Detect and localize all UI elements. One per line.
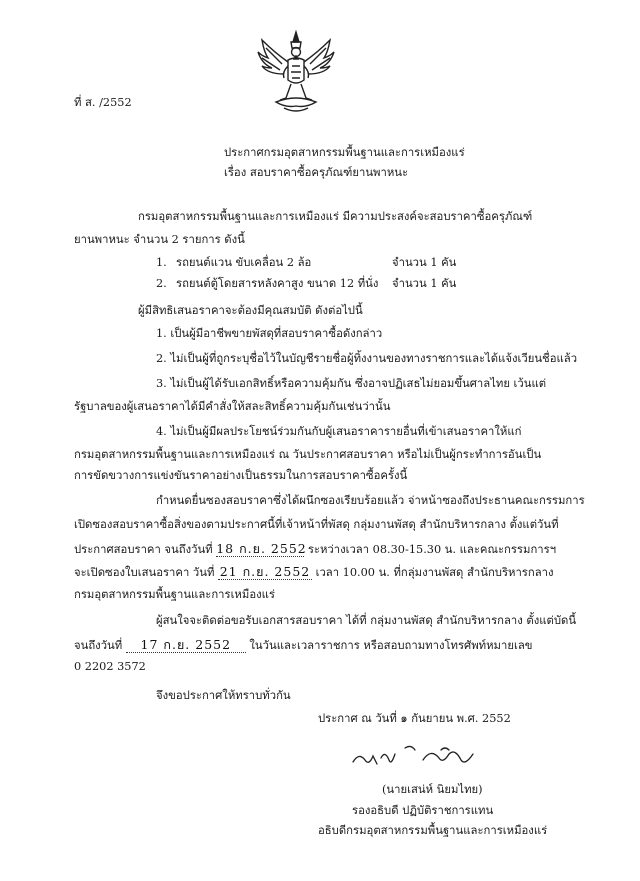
item-1-quantity: จำนวน 1 คัน bbox=[392, 256, 457, 269]
announcement-subject: เรื่อง สอบราคาซื้อครุภัณฑ์ยานพาหนะ bbox=[224, 166, 409, 179]
item-1-number: 1. bbox=[156, 256, 167, 269]
closing-notice: จึงขอประกาศให้ทราบทั่วกัน bbox=[156, 689, 291, 702]
contact-phone: 0 2202 3572 bbox=[74, 660, 146, 673]
schedule-line-4 bbox=[74, 565, 554, 580]
schedule-line-4-prefix: จะเปิดซองใบเสนอราคา วันที่ bbox=[74, 566, 215, 579]
intro-line-1: กรมอุตสาหกรรมพื้นฐานและการเหมืองแร่ มีความประสงค์จะสอบราคาซื้อครุภัณฑ์ bbox=[138, 210, 533, 223]
schedule-line-5: กรมอุตสาหกรรมพื้นฐานและการเหมืองแร่ bbox=[74, 588, 275, 601]
qualification-3-line-1: 3. ไม่เป็นผู้ได้รับเอกสิทธิ์หรือความคุ้มกัน ซึ่งอาจปฏิเสธไม่ยอมขึ้นศาลไทย เว้นแต่ bbox=[156, 377, 547, 390]
qualification-4-line-2: กรมอุตสาหกรรมพื้นฐานและการเหมืองแร่ ณ วันประกาศสอบราคา หรือไม่เป็นผู้กระทำการอันเป็น bbox=[74, 448, 542, 461]
item-2-name: รถยนต์ตู้โดยสารหลังคาสูง ขนาด 12 ที่นั่ง bbox=[176, 277, 379, 290]
bid-opening-date: 21 ก.ย. 2552 bbox=[219, 564, 311, 579]
item-1-name: รถยนต์แวน ขับเคลื่อน 2 ล้อ bbox=[176, 256, 312, 269]
schedule-line-4-suffix: เวลา 10.00 น. ที่กลุ่มงานพัสดุ สำนักบริหารกลาง bbox=[315, 566, 554, 579]
documents-deadline-date: 17 ก.ย. 2552 bbox=[126, 638, 246, 653]
signer-position-1: รองอธิบดี ปฏิบัติราชการแทน bbox=[352, 804, 494, 817]
schedule-line-3 bbox=[74, 542, 556, 557]
qualification-4-line-3: การขัดขวางการแข่งขันราคาอย่างเป็นธรรมในการสอบราคาซื้อครั้งนี้ bbox=[74, 469, 408, 482]
schedule-line-3-suffix: ระหว่างเวลา 08.30-15.30 น. และคณะกรรมการฯ bbox=[307, 543, 557, 556]
schedule-line-2: เปิดซองสอบราคาซื้อสิ่งของตามประกาศนี้ที่เจ้าหน้าที่พัสดุ กลุ่มงานพัสดุ สำนักบริหารกลาง ตั้งแต่วันที่ bbox=[74, 518, 559, 531]
document-number: ที่ ส. /2552 bbox=[74, 96, 132, 109]
item-2-quantity: จำนวน 1 คัน bbox=[392, 277, 457, 290]
schedule-line-1: กำหนดยื่นซองสอบราคาซึ่งได้ผนึกซองเรียบร้อยแล้ว จ่าหน้าซองถึงประธานคณะกรรมการ bbox=[156, 494, 585, 507]
qualification-1: 1. เป็นผู้มีอาชีพขายพัสดุที่สอบราคาซื้อดังกล่าว bbox=[156, 327, 383, 340]
submission-deadline-date: 18 ก.ย. 2552 bbox=[216, 541, 307, 556]
qualification-3-line-2: รัฐบาลของผู้เสนอราคาได้มีคำสั่งให้สละสิทธิ์ความคุ้มกันเช่นว่านั้น bbox=[74, 400, 391, 413]
qualifications-heading: ผู้มีสิทธิเสนอราคาจะต้องมีคุณสมบัติ ดังต่อไปนี้ bbox=[138, 304, 363, 317]
qualification-4-line-1: 4. ไม่เป็นผู้มีผลประโยชน์ร่วมกันกับผู้เสนอราคารายอื่นที่เข้าเสนอราคาให้แก่ bbox=[156, 425, 522, 438]
signer-position-2: อธิบดีกรมอุตสาหกรรมพื้นฐานและการเหมืองแร่ bbox=[318, 824, 548, 837]
documents-line-2-suffix: ในวันและเวลาราชการ หรือสอบถามทางโทรศัพท์หมายเลข bbox=[249, 639, 533, 652]
announcement-date: ประกาศ ณ วันที่ ๑ กันยายน พ.ศ. 2552 bbox=[318, 712, 511, 725]
item-2-number: 2. bbox=[156, 277, 167, 290]
qualification-2: 2. ไม่เป็นผู้ที่ถูกระบุชื่อไว้ในบัญชีรายชื่อผู้ทิ้งงานของทางราชการและได้แจ้งเวียนชื่อแล้ว bbox=[156, 352, 578, 365]
intro-line-2: ยานพาหนะ จำนวน 2 รายการ ดังนี้ bbox=[74, 233, 245, 246]
documents-line-2 bbox=[74, 638, 532, 653]
signature bbox=[345, 740, 485, 774]
documents-line-1: ผู้สนใจจะติดต่อขอรับเอกสารสอบราคา ได้ที่ กลุ่มงานพัสดุ สำนักบริหารกลาง ตั้งแต่บัดนี้ bbox=[156, 614, 577, 627]
documents-line-2-prefix: จนถึงวันที่ bbox=[74, 639, 123, 652]
garuda-emblem-icon bbox=[254, 28, 338, 114]
schedule-line-3-prefix: ประกาศสอบราคา จนถึงวันที่ bbox=[74, 543, 213, 556]
signer-name: (นายเสน่ห์ นิยมไทย) bbox=[382, 783, 483, 796]
announcement-title: ประกาศกรมอุตสาหกรรมพื้นฐานและการเหมืองแร่ bbox=[224, 146, 465, 159]
